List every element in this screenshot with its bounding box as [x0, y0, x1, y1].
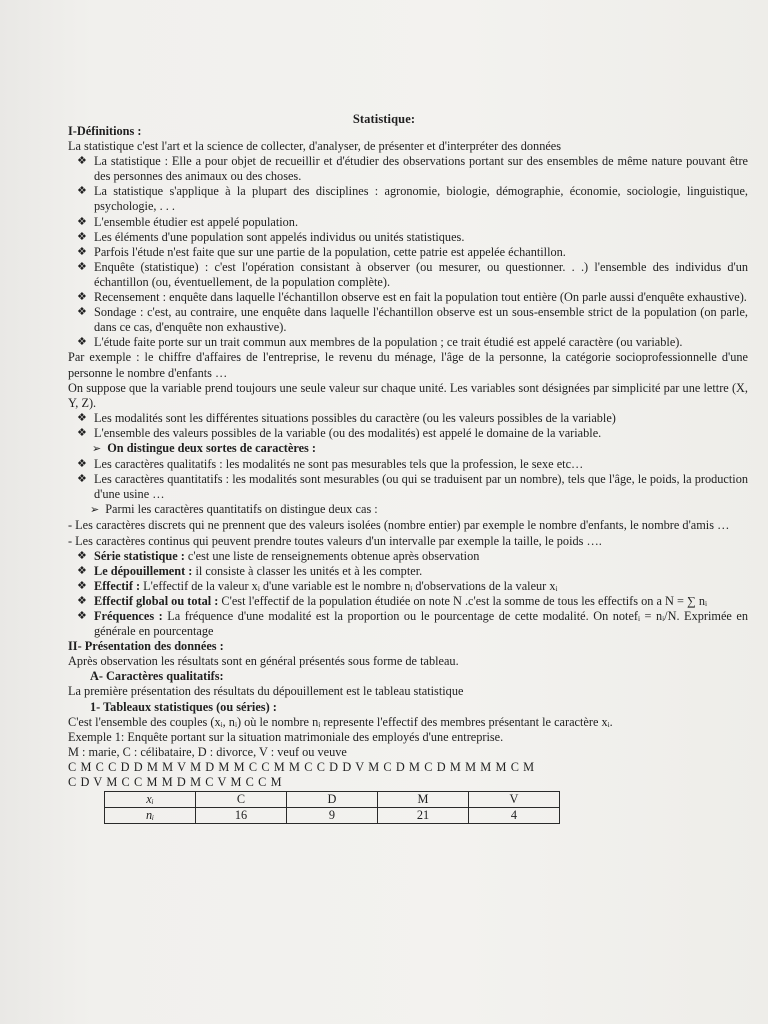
table-cell: C	[196, 792, 287, 808]
list-item-term: Effectif global ou total :	[94, 593, 219, 608]
list-item	[68, 305, 748, 335]
list-item-text: C'est l'effectif de la population étudiée on note N .c'est la somme de tous les effectifs on a N = ∑ nᵢ	[218, 593, 707, 608]
list-item	[68, 579, 748, 594]
list-item-text: Les éléments d'une population sont appelés individus ou unités statistiques.	[94, 229, 465, 244]
definitions-list	[68, 154, 748, 350]
list-item-text: L'étude faite porte sur un trait commun aux membres de la population ; ce trait étudié est appelé caractère (ou variable).	[94, 335, 683, 350]
example-paragraph: Par exemple : le chiffre d'affaires de l'entreprise, le revenu du ménage, l'âge de la personne, la catégorie socioprofessionnelle d'une personne le nombre d'enfants …	[68, 350, 748, 380]
list-item-term: Effectif :	[94, 578, 141, 593]
list-item-text: La fréquence d'une modalité est la proportion ou le pourcentage de cette modalité. On notefᵢ = nᵢ/N. Exprimée en générale en pourcentage	[94, 609, 748, 639]
list-item	[68, 426, 748, 441]
table-row	[105, 808, 560, 824]
observation-sequence-line-2: C D V M C C M M D M C V M C C M	[68, 775, 283, 790]
list-item-text: Les modalités sont les différentes situations possibles du caractère (ou les valeurs possibles de la variable)	[94, 410, 616, 425]
list-item-text: Sondage : c'est, au contraire, une enquête dans laquelle l'échantillon observe est un sous-ensemble strict de la population (on parle, dans ce cas, d'enquête non exhaustive).	[94, 305, 748, 335]
observation-sequence-line-1: C M C C D D M M V M D M M C C M M C C D D V M C D M C D M M M M C M	[68, 759, 535, 774]
list-item	[68, 260, 748, 290]
page-title: Statistique:	[352, 112, 416, 126]
subsection-heading-qualitative: A- Caractères qualitatifs:	[90, 669, 224, 684]
list-item	[68, 290, 748, 305]
list-item	[68, 411, 748, 426]
subsection-heading-tables: 1- Tableaux statistiques (ou séries) :	[90, 699, 277, 714]
table-cell: M	[378, 792, 469, 808]
character-types-list	[68, 457, 748, 502]
intro-paragraph: La statistique c'est l'art et la science de collecter, d'analyser, de présenter et d'interpréter des données	[68, 139, 562, 154]
list-item-text: L'effectif de la valeur xᵢ d'une variable est le nombre nᵢ d'observations de la valeur xᵢ	[140, 578, 558, 593]
table-cell: 9	[287, 808, 378, 824]
list-item	[68, 245, 748, 260]
list-item-term: Le dépouillement :	[94, 563, 193, 578]
list-item-term: Fréquences :	[94, 609, 163, 623]
tables-definition: C'est l'ensemble des couples (xᵢ, nᵢ) où le nombre nᵢ represente l'effectif des membres présentant le caractère xᵢ.	[68, 714, 613, 729]
list-item	[68, 184, 748, 214]
quantitative-heading	[68, 502, 748, 518]
table-cell: 16	[196, 808, 287, 824]
list-item-text: La statistique s'applique à la plupart des disciplines : agronomie, biologie, démographie, économie, sociologie, linguistique, psychologie, . . .	[94, 184, 748, 214]
table-cell: xᵢ	[105, 792, 196, 808]
list-item	[68, 472, 748, 502]
list-item-text: Les caractères quantitatifs : les modalités sont mesurables (ou qui se traduisent par un nombre), tels que l'âge, le poids, la production d'une usine …	[94, 472, 748, 502]
list-item-text: Parfois l'étude n'est faite que sur une partie de la population, cette patrie est appelée échantillon.	[94, 244, 566, 259]
quantitative-heading-text: Parmi les caractères quantitatifs on distingue deux cas :	[105, 502, 378, 517]
list-item-text: c'est une liste de renseignements obtenue après observation	[184, 548, 480, 563]
list-item	[68, 215, 748, 230]
list-item-text: il consiste à classer les unités et à les compter.	[192, 563, 423, 578]
table-cell: D	[287, 792, 378, 808]
section-heading-presentation: II- Présentation des données :	[68, 639, 224, 654]
frequency-table	[104, 791, 560, 824]
list-item	[68, 457, 748, 472]
document-body	[68, 124, 748, 824]
list-item-text: Enquête (statistique) : c'est l'opération consistant à observer (ou mesurer, ou questionner. . .) l'ensemble des individus d'un échantillon (ou, éventuellement, de la population complète).	[94, 259, 748, 289]
list-item	[68, 335, 748, 350]
list-item-text: L'ensemble des valeurs possibles de la variable (ou des modalités) est appelé le domaine de la variable.	[94, 425, 602, 440]
arrow-icon: ➢	[92, 442, 102, 455]
list-item	[68, 609, 748, 639]
list-item	[68, 230, 748, 245]
distinguish-heading	[68, 441, 748, 457]
continuous-paragraph: - Les caractères continus qui peuvent prendre toutes valeurs d'un intervalle par exemple la taille, le poids ….	[68, 533, 602, 548]
example-title: Exemple 1: Enquête portant sur la situation matrimoniale des employés d'une entreprise.	[68, 729, 504, 744]
table-cell: nᵢ	[105, 808, 196, 824]
arrow-icon: ➢	[90, 504, 100, 517]
list-item-text: Les caractères qualitatifs : les modalités ne sont pas mesurables tels que la profession, le sexe etc…	[94, 457, 584, 472]
table-cell: 21	[378, 808, 469, 824]
qualitative-intro: La première présentation des résultats du dépouillement est le tableau statistique	[68, 684, 464, 699]
list-item-term: Série statistique :	[94, 548, 185, 563]
table-cell: 4	[469, 808, 560, 824]
table-cell: V	[469, 792, 560, 808]
series-terms-list	[68, 549, 748, 640]
example-legend: M : marie, C : célibataire, D : divorce, V : veuf ou veuve	[68, 744, 347, 759]
distinguish-heading-text: On distingue deux sortes de caractères :	[107, 440, 317, 455]
list-item	[68, 154, 748, 184]
list-item-text: Recensement : enquête dans laquelle l'échantillon observe est en fait la population tout entière (On parle aussi d'enquête exhaustive).	[94, 290, 747, 305]
variable-paragraph: On suppose que la variable prend toujours une seule valeur sur chaque unité. Les variables sont désignées par simplicité par une lettre (X, Y, Z).	[68, 380, 748, 410]
section-heading-definitions: I-Définitions :	[68, 124, 142, 138]
table-row	[105, 792, 560, 808]
list-item-text: L'ensemble étudier est appelé population.	[94, 214, 299, 229]
list-item-text: La statistique : Elle a pour objet de recueillir et d'étudier des observations portant sur des ensembles de même nature pouvant être des personnes des animaux ou des choses.	[94, 154, 748, 184]
list-item	[68, 594, 748, 609]
modalities-list	[68, 411, 748, 441]
list-item	[68, 549, 748, 564]
presentation-intro: Après observation les résultats sont en général présentés sous forme de tableau.	[68, 654, 459, 669]
list-item	[68, 564, 748, 579]
discrete-paragraph: - Les caractères discrets qui ne prennent que des valeurs isolées (nombre entier) par exemple le nombre d'enfants, le nombre d'amis …	[68, 518, 730, 533]
